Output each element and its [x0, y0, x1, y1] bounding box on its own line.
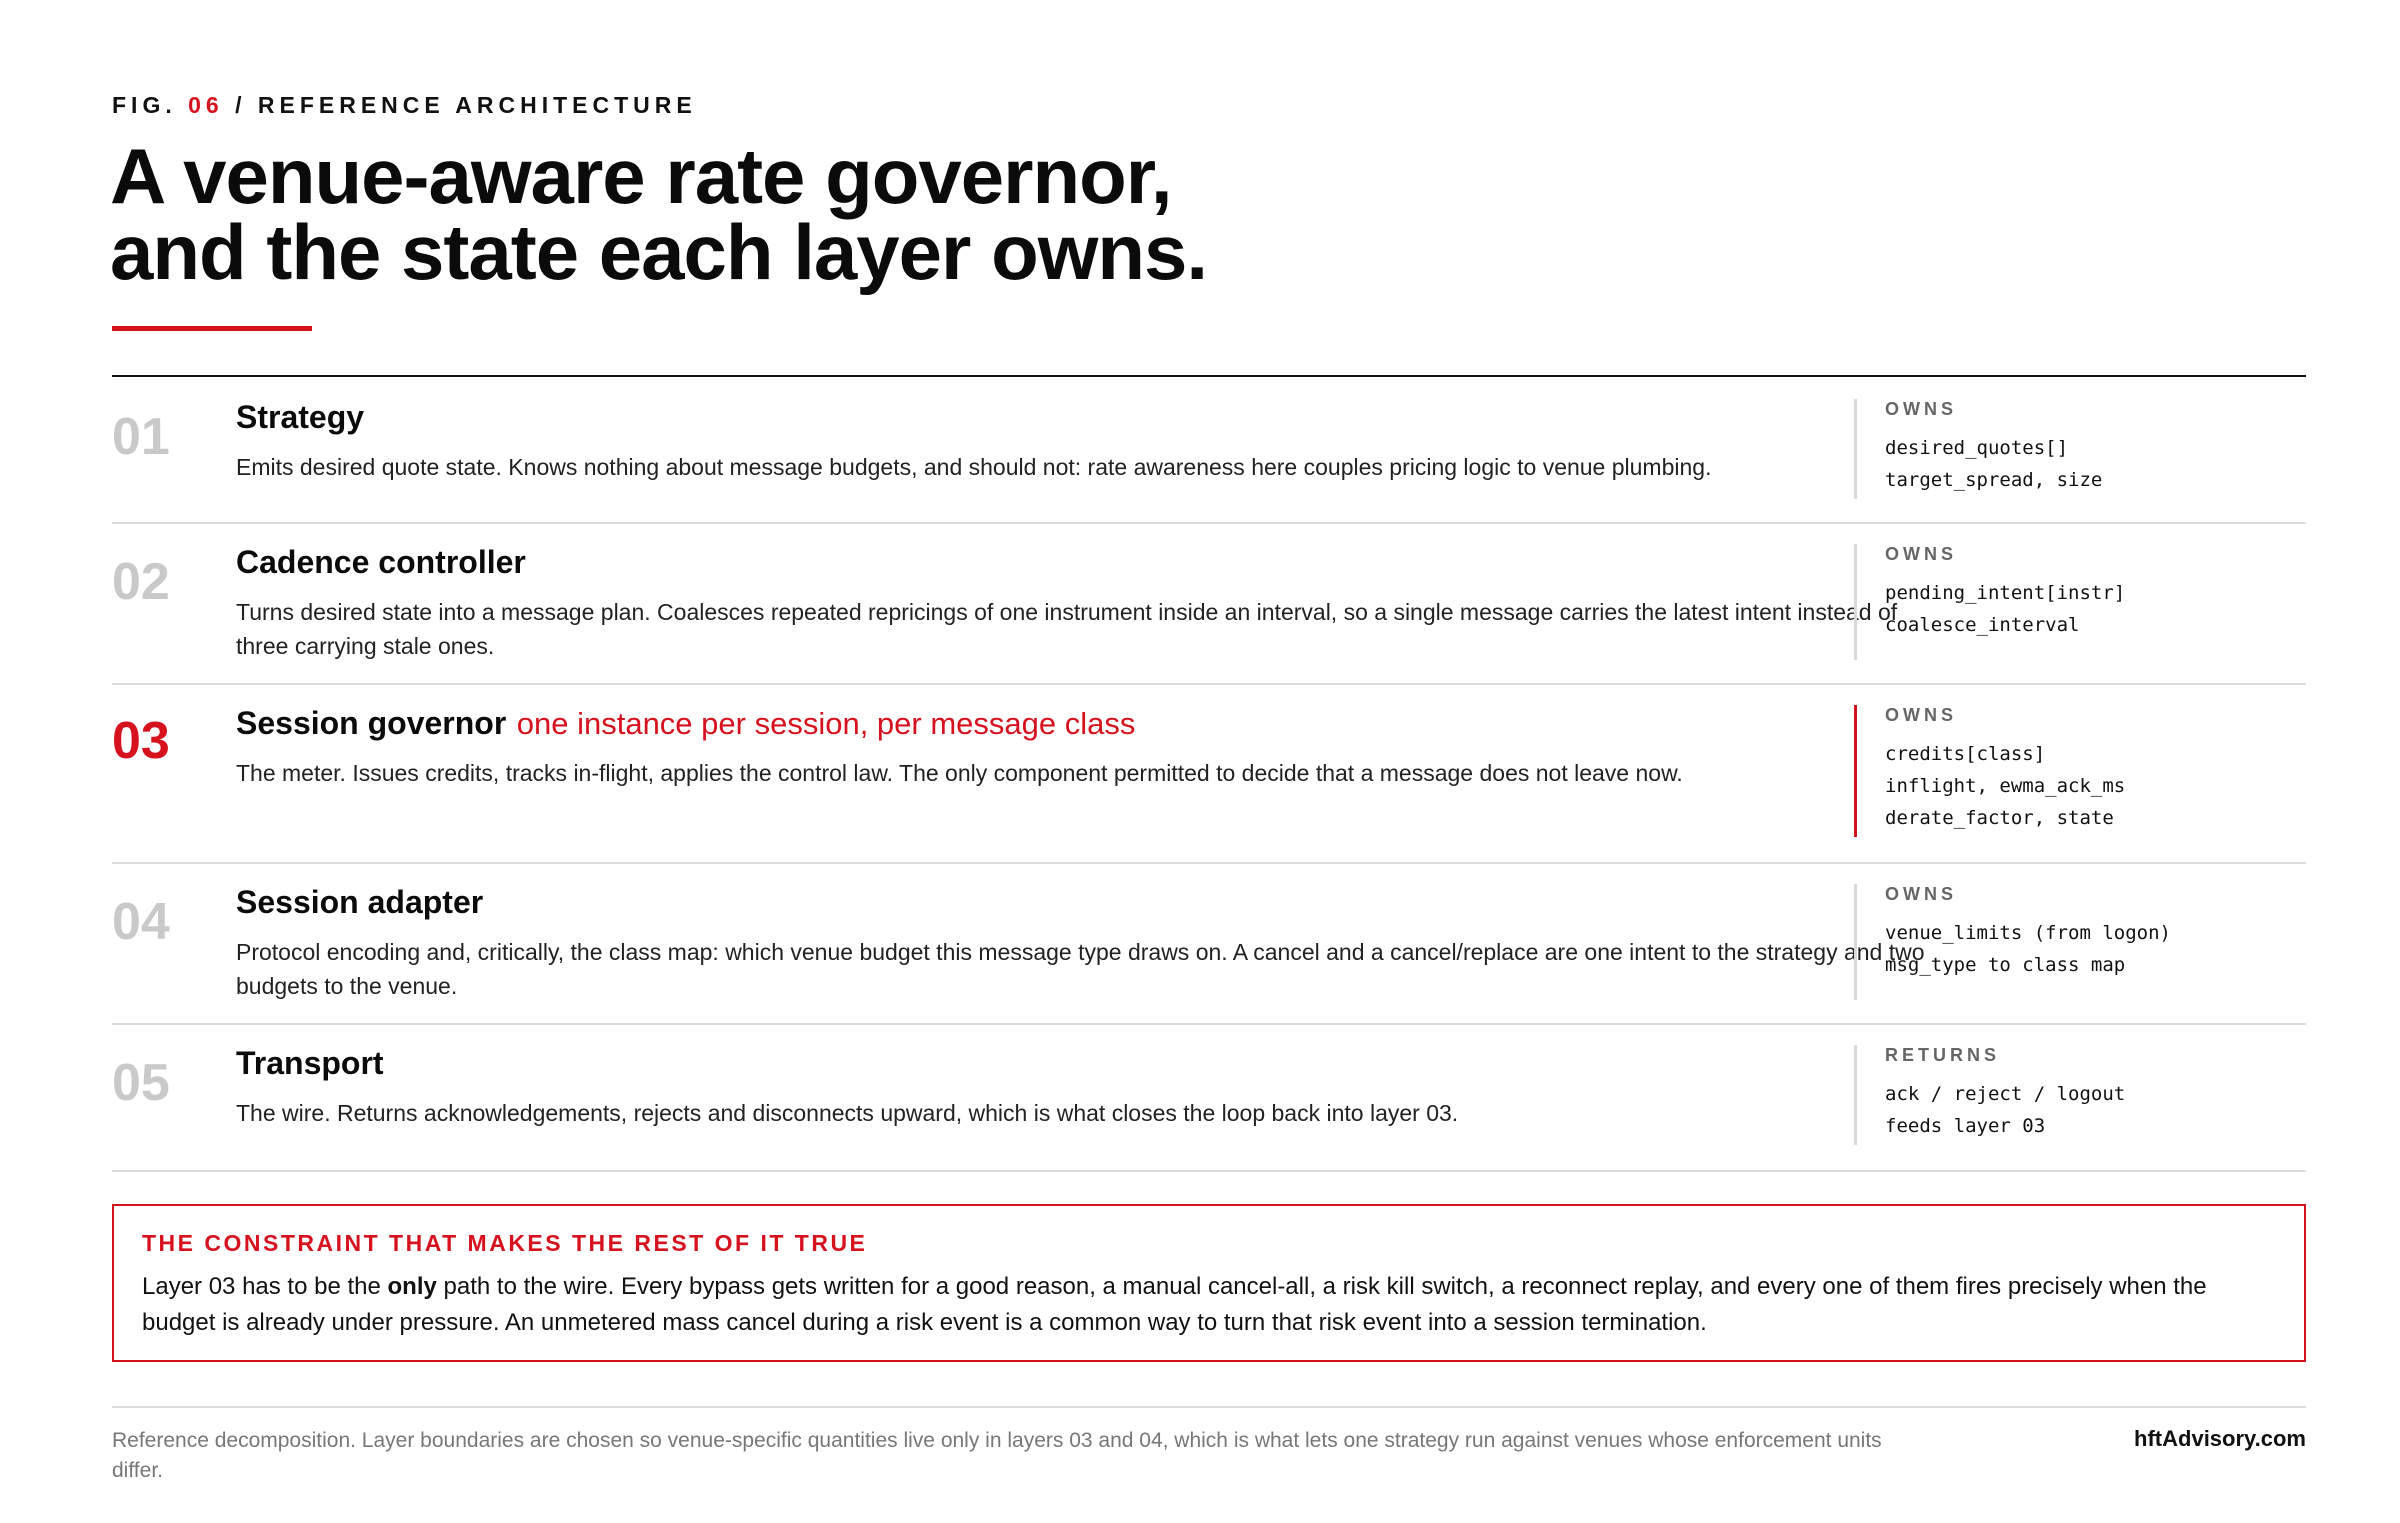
layer-state-panel [1854, 399, 2294, 499]
layer-body [236, 705, 1936, 790]
layer-description: Emits desired quote state. Knows nothing about message budgets, and should not: rate awareness here couples pricing logic to venue plumbing. [236, 454, 1712, 480]
layer-row-session-adapter [112, 864, 2306, 1025]
layer-row-strategy [112, 377, 2306, 524]
layer-number: 01 [112, 408, 170, 466]
callout-emphasis: only [387, 1273, 437, 1300]
layer-description: The wire. Returns acknowledgements, rejects and disconnects upward, which is what closes the loop back into layer 03. [236, 1100, 1459, 1126]
page-title [110, 132, 1510, 296]
fig-suffix: / REFERENCE ARCHITECTURE [235, 92, 697, 118]
layer-description: Turns desired state into a message plan. Coalesces repeated repricings of one instrument inside an interval, so a single message carries the latest intent instead of three carrying stale ones. [236, 599, 1898, 659]
state-label: OWNS [1885, 884, 1957, 904]
fig-number: 06 [188, 92, 224, 118]
title-line-2: and the state each layer owns. [110, 208, 1208, 296]
state-item: coalesce_interval [1885, 614, 2080, 636]
layer-description: Protocol encoding and, critically, the class map: which venue budget this message type draws on. A cancel and a cancel/replace are one intent to the strategy and two budgets to the venue. [236, 939, 1925, 999]
fig-prefix: FIG. [112, 92, 177, 118]
state-item: msg_type to class map [1885, 954, 2126, 976]
state-list [1885, 432, 2294, 496]
footer-divider [112, 1406, 2306, 1408]
footer-caption: Reference decomposition. Layer boundaries are chosen so venue-specific quantities live only in layers 03 and 04, which is what lets one strategy run against venues whose enforcement units differ. [112, 1429, 1882, 1482]
state-label: RETURNS [1885, 1045, 2001, 1065]
state-list [1885, 917, 2294, 981]
state-item: target_spread, size [1885, 469, 2103, 491]
state-item: inflight, ewma_ack_ms [1885, 775, 2126, 797]
callout-body [142, 1269, 2276, 1341]
layer-row-session-governor [112, 685, 2306, 864]
state-item: pending_intent[instr] [1885, 582, 2126, 604]
state-list [1885, 738, 2294, 834]
layer-state-panel [1854, 1045, 2294, 1145]
layer-state-panel-highlighted [1854, 705, 2294, 837]
layer-row-transport [112, 1025, 2306, 1172]
layer-name: Cadence controller [236, 544, 526, 580]
state-item: ack / reject / logout [1885, 1083, 2126, 1105]
brand-wordmark: hftAdvisory.com [2134, 1426, 2306, 1451]
layer-stack [112, 375, 2306, 1172]
state-list [1885, 1078, 2294, 1142]
state-label: OWNS [1885, 544, 1957, 564]
layer-name: Session governor [236, 705, 507, 741]
state-item: desired_quotes[] [1885, 437, 2069, 459]
layer-state-panel [1854, 544, 2294, 660]
layer-body [236, 544, 1936, 663]
layer-name: Transport [236, 1045, 384, 1081]
title-accent-rule [112, 326, 312, 331]
layer-name: Session adapter [236, 884, 484, 920]
title-line-1: A venue-aware rate governor, [110, 132, 1172, 220]
layer-description: The meter. Issues credits, tracks in-flight, applies the control law. The only component permitted to decide that a message does not leave now. [236, 760, 1683, 786]
layer-number: 04 [112, 893, 170, 951]
layer-number-highlighted: 03 [112, 712, 170, 770]
state-item: venue_limits (from logon) [1885, 922, 2171, 944]
layer-number: 02 [112, 553, 170, 611]
state-item: derate_factor, state [1885, 807, 2114, 829]
state-item: feeds layer 03 [1885, 1115, 2046, 1137]
state-item: credits[class] [1885, 743, 2046, 765]
callout-title: THE CONSTRAINT THAT MAKES THE REST OF IT TRUE [142, 1230, 868, 1256]
layer-note: one instance per session, per message class [516, 706, 1136, 741]
layer-state-panel [1854, 884, 2294, 1000]
layer-row-cadence-controller [112, 524, 2306, 685]
callout-body-start: Layer 03 has to be the [142, 1273, 388, 1300]
constraint-callout [112, 1204, 2306, 1362]
layer-body [236, 399, 1936, 484]
state-label: OWNS [1885, 399, 1957, 419]
callout-body-end: path to the wire. Every bypass gets written for a good reason, a manual cancel-all, a risk kill switch, a reconnect replay, and every one of them fires precisely when the budget is already under pressure. An unmetered mass cancel during a risk event is a common way to turn that risk event into a session termination. [142, 1273, 2207, 1336]
layer-name: Strategy [236, 399, 365, 435]
state-label: OWNS [1885, 705, 1957, 725]
layer-number: 05 [112, 1054, 170, 1112]
figure-eyebrow [112, 92, 697, 119]
layer-body [236, 884, 1936, 1003]
layer-body [236, 1045, 1936, 1130]
state-list [1885, 577, 2294, 641]
